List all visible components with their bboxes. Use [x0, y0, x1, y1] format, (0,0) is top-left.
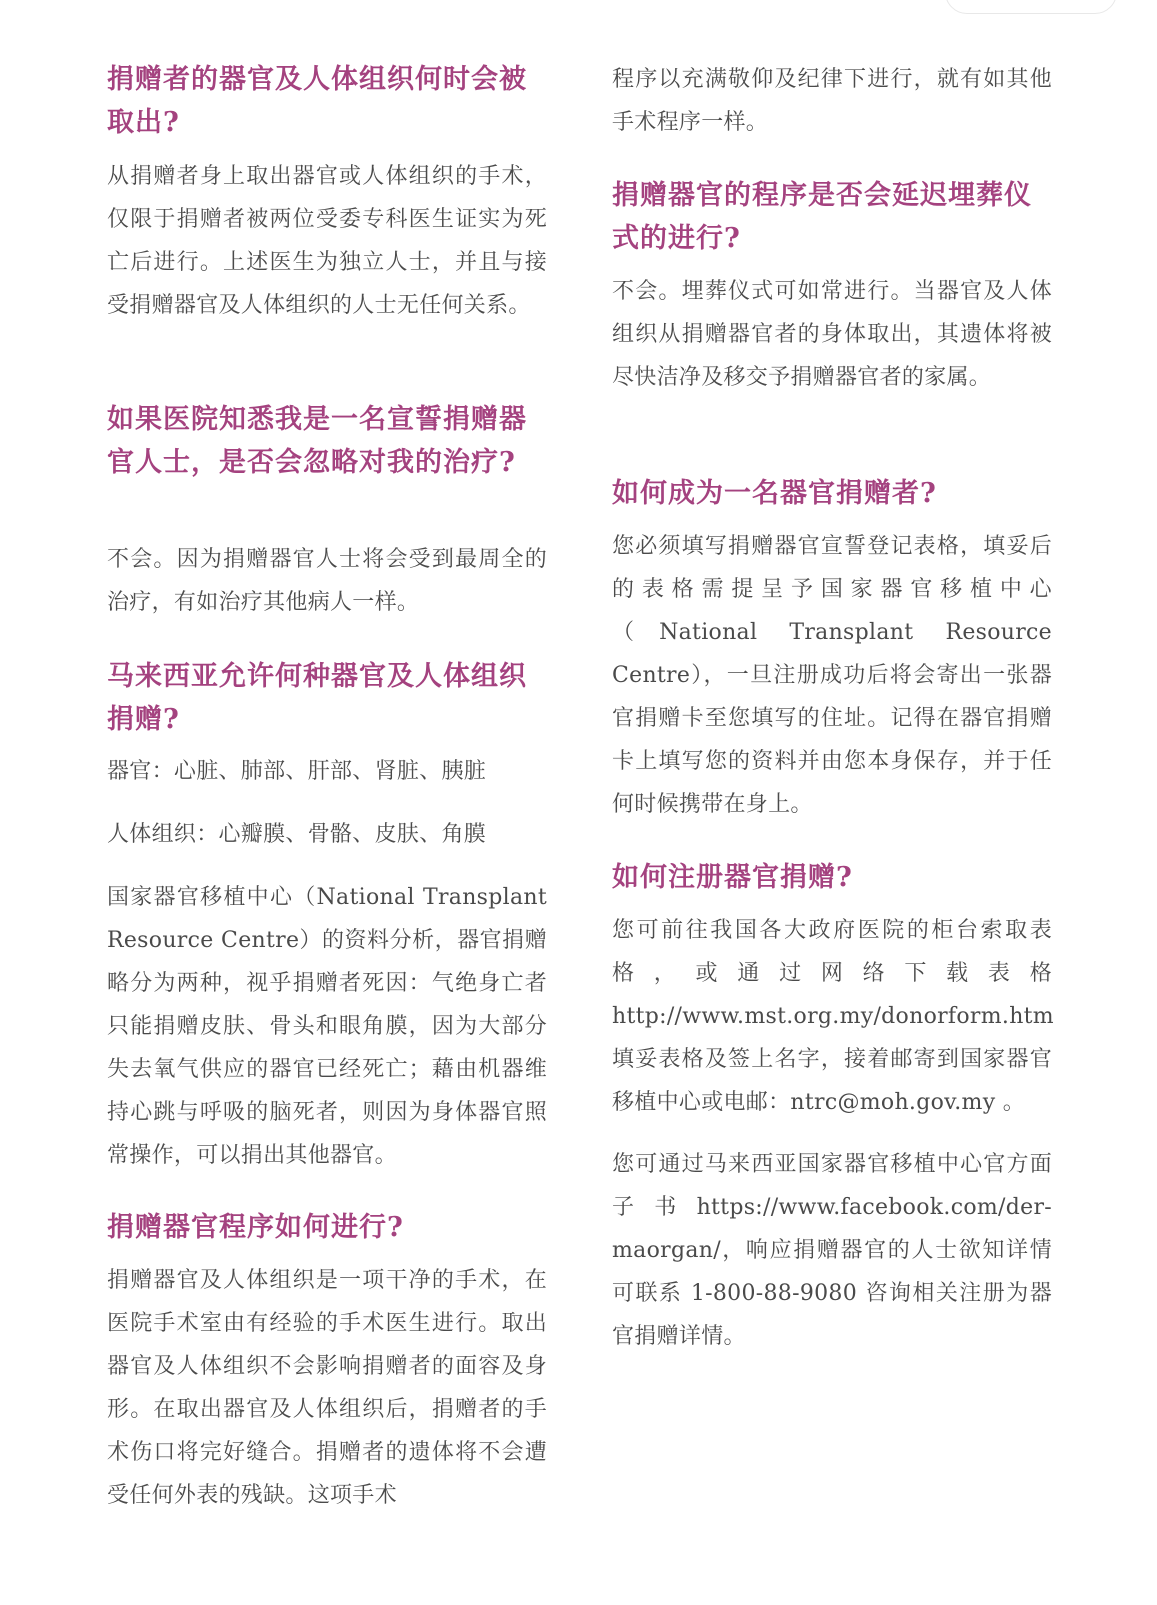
paragraph-procedure-block [107, 1259, 547, 1517]
paragraph-become-donor-block [612, 525, 1052, 826]
section-neglect-treatment [107, 398, 547, 484]
tissues-line-block [107, 813, 547, 856]
paragraph-procedure: 捐赠器官及人体组织是一项干净的手术，在医院手术室由有经验的手术医生进行。取出器官及人体组织不会影响捐赠者的面容及身形。在取出器官及人体组织后，捐赠者的手术伤口将完好缝合。捐赠者的遗体将不会遭受任何外表的残缺。这项手术 [107, 1268, 547, 1508]
heading-become-donor: 如何成为一名器官捐赠者? [612, 478, 937, 509]
paragraph-allowed-organs: 国家器官移植中心（National Transplant Resource Centre）的资料分析，器官捐赠略分为两种，视乎捐赠者死因：气绝身亡者只能捐赠皮肤、骨头和眼角膜，因为大部分失去氧气供应的器官已经死亡；藉由机器维持心跳与呼吸的脑死者，则因为身体器官照常操作，可以捐出其他器官。 [107, 885, 547, 1168]
organs-list: 器官：心脏、肺部、肝部、肾脏、胰脏 [107, 759, 487, 784]
paragraph-procedure-continued: 程序以充满敬仰及纪律下进行，就有如其他手术程序一样。 [612, 67, 1052, 135]
paragraph-procedure-continued-block [612, 58, 1052, 144]
paragraph-register-block [612, 909, 1052, 1124]
heading-neglect-treatment: 如果医院知悉我是一名宣誓捐赠器官人士，是否会忽略对我的治疗? [107, 404, 527, 478]
tissues-list: 人体组织：心瓣膜、骨骼、皮肤、角膜 [107, 822, 487, 847]
top-tab-decoration [945, 0, 1117, 14]
paragraph-when-removed: 从捐赠者身上取出器官或人体组织的手术，仅限于捐赠者被两位受委专科医生证实为死亡后进行。上述医生为独立人士，并且与接受捐赠器官及人体组织的人士无任何关系。 [107, 164, 547, 318]
paragraph-funeral-delay-block [612, 270, 1052, 399]
heading-procedure: 捐赠器官程序如何进行? [107, 1212, 404, 1243]
section-allowed-organs [107, 655, 547, 741]
paragraph-when-removed-block [107, 155, 547, 327]
heading-when-removed: 捐赠者的器官及人体组织何时会被取出? [107, 64, 527, 138]
section-become-donor [612, 472, 1052, 515]
section-funeral-delay [612, 174, 1052, 260]
paragraph-facebook-block [612, 1143, 1052, 1358]
heading-register: 如何注册器官捐赠? [612, 862, 853, 893]
section-procedure [107, 1206, 547, 1249]
organs-line-block [107, 750, 547, 793]
paragraph-become-donor: 您必须填写捐赠器官宣誓登记表格，填妥后的表格需提呈予国家器官移植中心（National Transplant Resource Centre），一旦注册成功后将会寄出一张器官捐赠卡至您填写的住址。记得在器官捐赠卡上填写您的资料并由您本身保存，并于任何时候携带在身上。 [612, 534, 1052, 817]
paragraph-neglect-treatment-block [107, 538, 547, 624]
paragraph-facebook: 您可通过马来西亚国家器官移植中心官方面子书https://www.facebook.com/der-maorgan/，响应捐赠器官的人士欲知详情可联系 1-800-88-9080 咨询相关注册为器官捐赠详情。 [612, 1152, 1052, 1349]
paragraph-funeral-delay: 不会。埋葬仪式可如常进行。当器官及人体组织从捐赠器官者的身体取出，其遗体将被尽快洁净及移交予捐赠器官者的家属。 [612, 279, 1052, 390]
section-when-removed [107, 58, 547, 144]
heading-allowed-organs: 马来西亚允许何种器官及人体组织捐赠? [107, 661, 527, 735]
paragraph-neglect-treatment: 不会。因为捐赠器官人士将会受到最周全的治疗，有如治疗其他病人一样。 [107, 547, 547, 615]
heading-funeral-delay: 捐赠器官的程序是否会延迟埋葬仪式的进行? [612, 180, 1032, 254]
paragraph-allowed-organs-block [107, 876, 547, 1177]
paragraph-register: 您可前往我国各大政府医院的柜台索取表格，或通过网络下载表格 http://www.mst.org.my/donorform.htm 填妥表格及签上名字，接着邮寄到国家器官移植中心或电邮：ntrc@moh.gov.my 。 [612, 918, 1054, 1115]
section-register [612, 856, 1052, 899]
